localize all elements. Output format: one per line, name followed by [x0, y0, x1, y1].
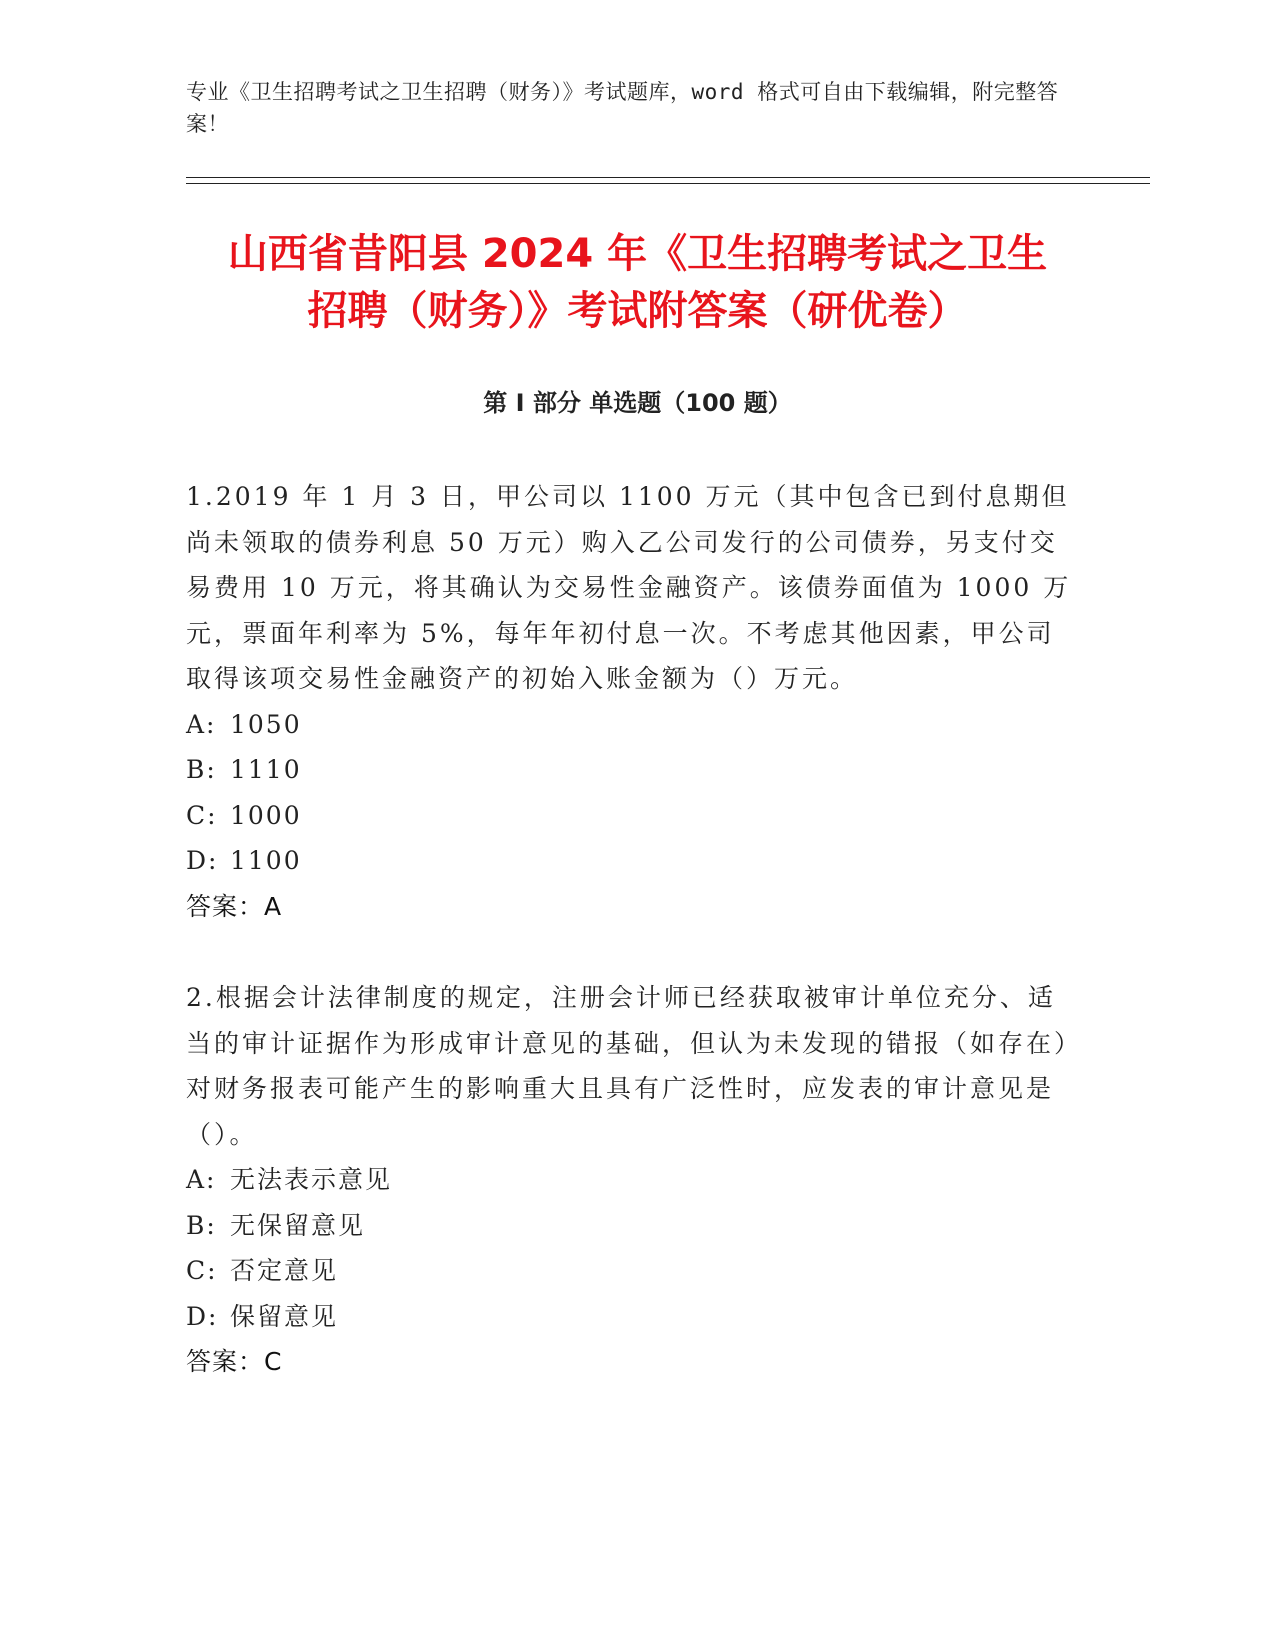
- option-text: 1000: [230, 800, 302, 830]
- option-text: 无保留意见: [230, 1210, 366, 1240]
- question-stem: 2.根据会计法律制度的规定，注册会计师已经获取被审计单位充分、适当的审计证据作为形成审计意见的基础，但认为未发现的错报（如存在）对财务报表可能产生的影响重大且具有广泛性时，应发表的审计意见是（）。: [186, 983, 1070, 1149]
- option-text: 1110: [230, 755, 302, 784]
- option-key: A:: [186, 709, 217, 739]
- option-key: A:: [186, 1165, 217, 1194]
- option-key: B:: [186, 755, 217, 784]
- document-title: [170, 226, 1105, 340]
- option-d: [186, 1294, 1076, 1340]
- header-note: 专业《卫生招聘考试之卫生招聘（财务）》考试题库，word 格式可自由下载编辑，附完整答案！: [186, 80, 1059, 136]
- option-text: 1100: [230, 846, 302, 875]
- answer-label: 答案：A: [186, 891, 283, 921]
- question-stem: 1.2019 年 1 月 3 日，甲公司以 1100 万元（其中包含已到付息期但尚未领取的债券利息 50 万元）购入乙公司发行的公司债券，另支付交易费用 10 万元，将其确认为交易性金融资产。该债券面值为 1000 万元，票面年利率为 5%，每年年初付息一次。不考虑其他因素，甲公司取得该项交易性金融资产的初始入账金额为（）万元。: [186, 482, 1072, 693]
- option-b: [186, 747, 1076, 793]
- header-divider-top: [186, 177, 1150, 178]
- option-a: [186, 1157, 1076, 1203]
- option-text: 保留意见: [230, 1301, 339, 1331]
- option-key: C:: [186, 800, 218, 830]
- option-key: C:: [186, 1256, 218, 1285]
- option-key: D:: [186, 1301, 219, 1331]
- option-text: 1050: [230, 709, 302, 739]
- option-c: [186, 793, 1076, 839]
- answer-label: 答案：C: [186, 1347, 283, 1376]
- question-1: [186, 474, 1076, 929]
- option-b: [186, 1203, 1076, 1249]
- question-2: [186, 975, 1076, 1385]
- document-title-line-1: 山西省昔阳县 2024 年《卫生招聘考试之卫生: [227, 231, 1048, 277]
- document-title-line-2: 招聘（财务）》考试附答案（研优卷）: [307, 288, 968, 334]
- option-text: 否定意见: [230, 1256, 339, 1285]
- option-key: B:: [186, 1210, 217, 1240]
- option-d: [186, 838, 1076, 884]
- option-key: D:: [186, 846, 219, 875]
- header-divider-bottom: [186, 183, 1150, 184]
- option-c: [186, 1248, 1076, 1294]
- section-heading: 第 I 部分 单选题（100 题）: [483, 389, 792, 417]
- option-a: [186, 702, 1076, 748]
- option-text: 无法表示意见: [230, 1165, 393, 1194]
